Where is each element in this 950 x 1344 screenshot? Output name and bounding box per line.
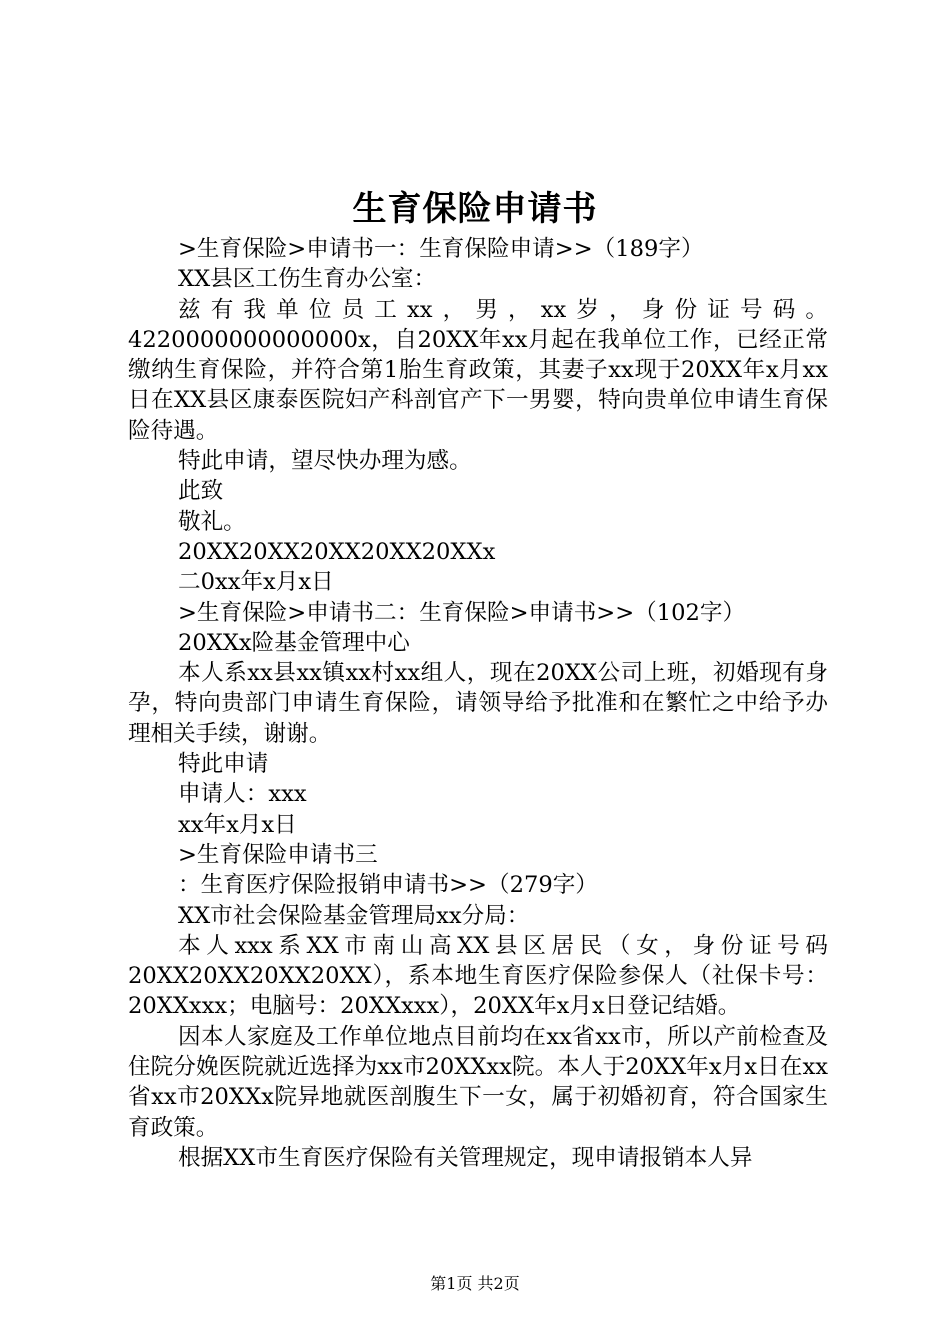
body-paragraph: 4220000000000000x，自20XX年xx月起在我单位工作，已经正常缴纳生育保险，并符合第1胎生育政策，其妻子xx现于20XX年x月xx日在XX县区康泰医院妇产科剖官产下一男婴，特向贵单位申请生育保险待遇。	[128, 326, 828, 444]
addressee: 20XXx险基金管理中心	[178, 629, 410, 656]
section-heading: ：生育医疗保险报销申请书>>（279字）	[178, 872, 598, 899]
section-heading: >生育保险>申请书一：生育保险申请>>（189字）	[178, 236, 704, 262]
body-paragraph: 本人系xx县xx镇xx村xx组人，现在20XX公司上班，初婚现有身孕，特向贵部门申请生育保险，请领导给予批准和在繁忙之中给予办理相关手续，谢谢。	[128, 660, 828, 747]
body-paragraph: 特此申请，望尽快办理为感。	[178, 448, 472, 475]
closing-line: 特此申请	[178, 751, 269, 778]
addressee: XX县区工伤生育办公室：	[178, 266, 437, 293]
document-body	[128, 234, 828, 1173]
body-paragraph: 兹有我单位员工xx，男，xx岁，身份证号码。	[178, 296, 828, 323]
closing-line: 敬礼。	[178, 508, 246, 535]
signature-line: 20XX20XX20XX20XX20XXx	[178, 538, 496, 565]
signature-line: 申请人：xxx	[178, 781, 307, 808]
body-paragraph: 本人xxx系XX市南山高XX县区居民（女，身份证号码20XX20XX20XX20XX），系本地生育医疗保险参保人（社保卡号：20XXxxx；电脑号：20XXxxx），20XX年x月x日登记结婚。	[128, 932, 828, 1020]
section-heading: >生育保险>申请书二：生育保险>申请书>>（102字）	[178, 599, 746, 626]
date-line: xx年x月x日	[178, 811, 297, 838]
body-paragraph: 因本人家庭及工作单位地点目前均在xx省xx市，所以产前检查及住院分娩医院就近选择为xx市20XXxx院。本人于20XX年x月x日在xx省xx市20XXx院异地就医剖腹生下一女，属于初婚初育，符合国家生育政策。	[128, 1023, 828, 1141]
closing-line: 此致	[178, 478, 224, 505]
page-footer: 第1页 共2页	[430, 1274, 520, 1293]
document-title: 生育保险申请书	[352, 189, 598, 229]
date-line: 二0xx年x月x日	[178, 569, 334, 596]
section-heading: >生育保险申请书三	[178, 841, 378, 868]
body-paragraph: 根据XX市生育医疗保险有关管理规定，现申请报销本人异	[178, 1144, 753, 1171]
addressee: XX市社会保险基金管理局xx分局：	[178, 902, 530, 929]
